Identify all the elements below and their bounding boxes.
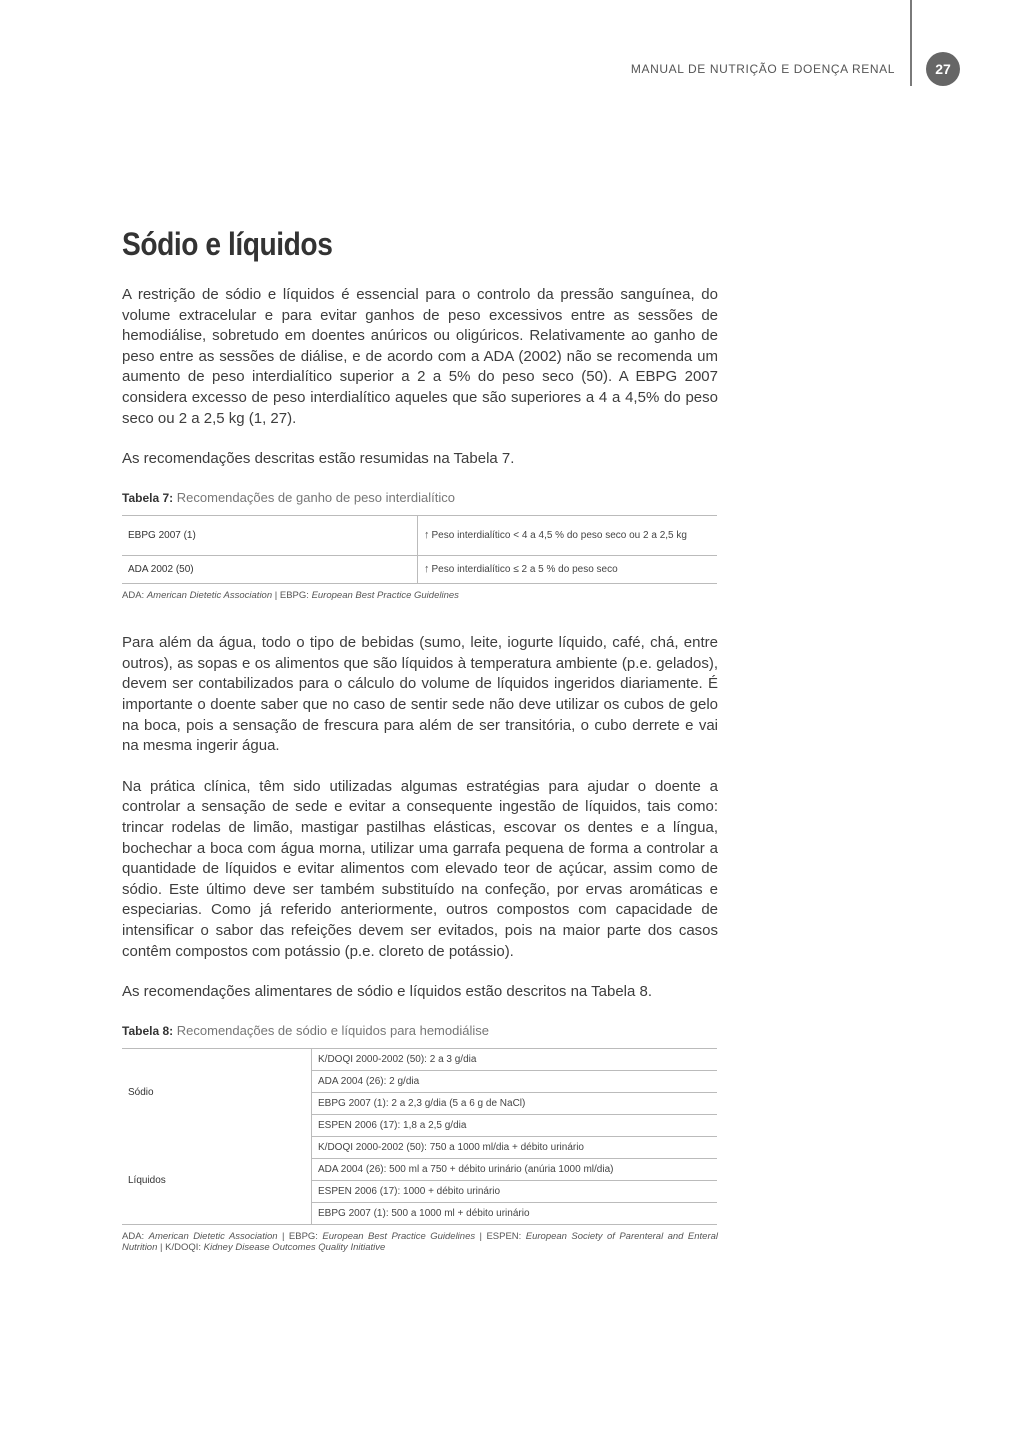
table7-caption-text: Recomendações de ganho de peso interdialítico (176, 489, 456, 505)
table8-value: ESPEN 2006 (17): 1000 + débito urinário (312, 1180, 718, 1202)
table8-value: ESPEN 2006 (17): 1,8 a 2,5 g/dia (312, 1114, 718, 1136)
arrow-up-icon: ↑ (424, 528, 430, 541)
table-row (122, 1048, 717, 1070)
footnote-abbr: | ESPEN: (475, 1230, 526, 1242)
footnote-full: European Best Practice Guidelines (322, 1230, 476, 1242)
section-title: Sódio e líquidos (122, 226, 333, 262)
table-row (122, 555, 717, 583)
paragraph-sodium-restriction: A restrição de sódio e líquidos é essencial para o controlo da pressão sanguínea, do volume extracelular e para evitar ganhos de peso excessivos entre as sessões de hemodiálise, sobretudo em doentes anúricos ou oligúricos. Relativamente ao ganho de peso entre as sessões de diálise, e de acordo com a ADA (2002) não se recomenda um aumento de peso interdialítico superior a 2 a 5% do peso seco (50). A EBPG 2007 considera excesso de peso interdialítico aqueles que são superiores a 4 a 4,5% do peso seco ou 2 a 2,5 kg (1, 27). (122, 286, 718, 427)
table7-key: ADA 2002 (50) (122, 555, 418, 583)
table8-caption-label: Tabela 8: (122, 1023, 174, 1038)
paragraph-table7-reference: As recomendações descritas estão resumidas na Tabela 7. (122, 450, 515, 468)
paragraph-table8-reference: As recomendações alimentares de sódio e líquidos estão descritos na Tabela 8. (122, 983, 653, 1001)
footnote-full: American Dietetic Association (146, 589, 273, 601)
table8-value: ADA 2004 (26): 2 g/dia (312, 1070, 718, 1092)
table7-caption (122, 490, 718, 505)
table7-value-text: Peso interdialítico < 4 a 4,5 % do peso seco ou 2 a 2,5 kg (431, 529, 687, 541)
table7-caption-label: Tabela 7: (122, 490, 174, 505)
table7 (122, 515, 717, 584)
table8 (122, 1048, 717, 1225)
footnote-abbr: | K/DOQI: (157, 1242, 204, 1254)
table8-footnote (122, 1231, 718, 1254)
table7-footnote (122, 590, 718, 602)
table7-value (418, 555, 718, 583)
table8-value: K/DOQI 2000-2002 (50): 750 a 1000 ml/dia + débito urinário (312, 1136, 718, 1158)
page-number-badge: 27 (926, 52, 960, 86)
footnote-abbr: | EBPG: (272, 589, 312, 601)
table8-caption-text: Recomendações de sódio e líquidos para hemodiálise (176, 1022, 489, 1038)
table7-key: EBPG 2007 (1) (122, 515, 418, 555)
table8-key-liquids: Líquidos (122, 1136, 312, 1224)
table8-value: EBPG 2007 (1): 2 a 2,3 g/dia (5 a 6 g de NaCl) (312, 1092, 718, 1114)
footnote-abbr: ADA: (122, 1230, 149, 1242)
footnote-abbr: ADA: (122, 589, 147, 601)
table7-value (418, 515, 718, 555)
main-content (122, 226, 718, 1254)
table-row (122, 1136, 717, 1158)
arrow-up-icon: ↑ (424, 562, 430, 575)
footnote-full: European Society of Parenteral and Enteral Nutrition (122, 1230, 719, 1254)
table8-value: ADA 2004 (26): 500 ml a 750 + débito urinário (anúria 1000 ml/dia) (312, 1158, 718, 1180)
paragraph-fluids: Para além da água, todo o tipo de bebidas (sumo, leite, iogurte líquido, café, chá, entre outros), as sopas e os alimentos que são líquidos à temperatura ambiente (p.e. gelados), devem ser contabilizados para o cálculo do volume de líquidos ingeridos diariamente. É importante o doente saber que no caso de sentir sede não deve utilizar os cubos de gelo na boca, pois a sensação de frescura para além de ser transitória, o cubo derrete e vai na mesma ingerir água. (122, 634, 718, 755)
table8-value: EBPG 2007 (1): 500 a 1000 ml + débito urinário (318, 1207, 530, 1219)
table8-value: K/DOQI 2000-2002 (50): 2 a 3 g/dia (312, 1048, 718, 1070)
footnote-full: European Best Practice Guidelines (311, 589, 459, 601)
table-row (122, 515, 717, 555)
table8-key-sodium: Sódio (122, 1048, 312, 1136)
paragraph-thirst-strategies: Na prática clínica, têm sido utilizadas algumas estratégias para ajudar o doente a controlar a sensação de sede e evitar a consequente ingestão de líquidos, tais como: trincar rodelas de limão, mastigar pastilhas elásticas, escovar os dentes e a língua, bochechar a boca com água morna, utilizar uma garrafa pequena de forma a controlar a quantidade de líquidos e evitar alimentos com elevado teor de açúcar, assim como de sódio. Este último deve ser também substituído na confeção, por ervas aromáticas e especiarias. Como já referido anteriormente, outros compostos com capacidade de intensificar o sabor das refeições devem ser evitados, pois na maior parte dos casos contêm compostos com potássio (p.e. cloreto de potássio). (122, 777, 718, 960)
footnote-abbr: | EBPG: (277, 1230, 323, 1242)
footnote-full: Kidney Disease Outcomes Quality Initiative (203, 1242, 386, 1254)
header-divider (910, 0, 912, 86)
table7-value-text: Peso interdialítico ≤ 2 a 5 % do peso seco (431, 563, 618, 575)
table8-caption (122, 1023, 718, 1038)
footnote-full: American Dietetic Association (148, 1230, 278, 1242)
running-header-title: MANUAL DE NUTRIÇÃO E DOENÇA RENAL (630, 62, 895, 76)
